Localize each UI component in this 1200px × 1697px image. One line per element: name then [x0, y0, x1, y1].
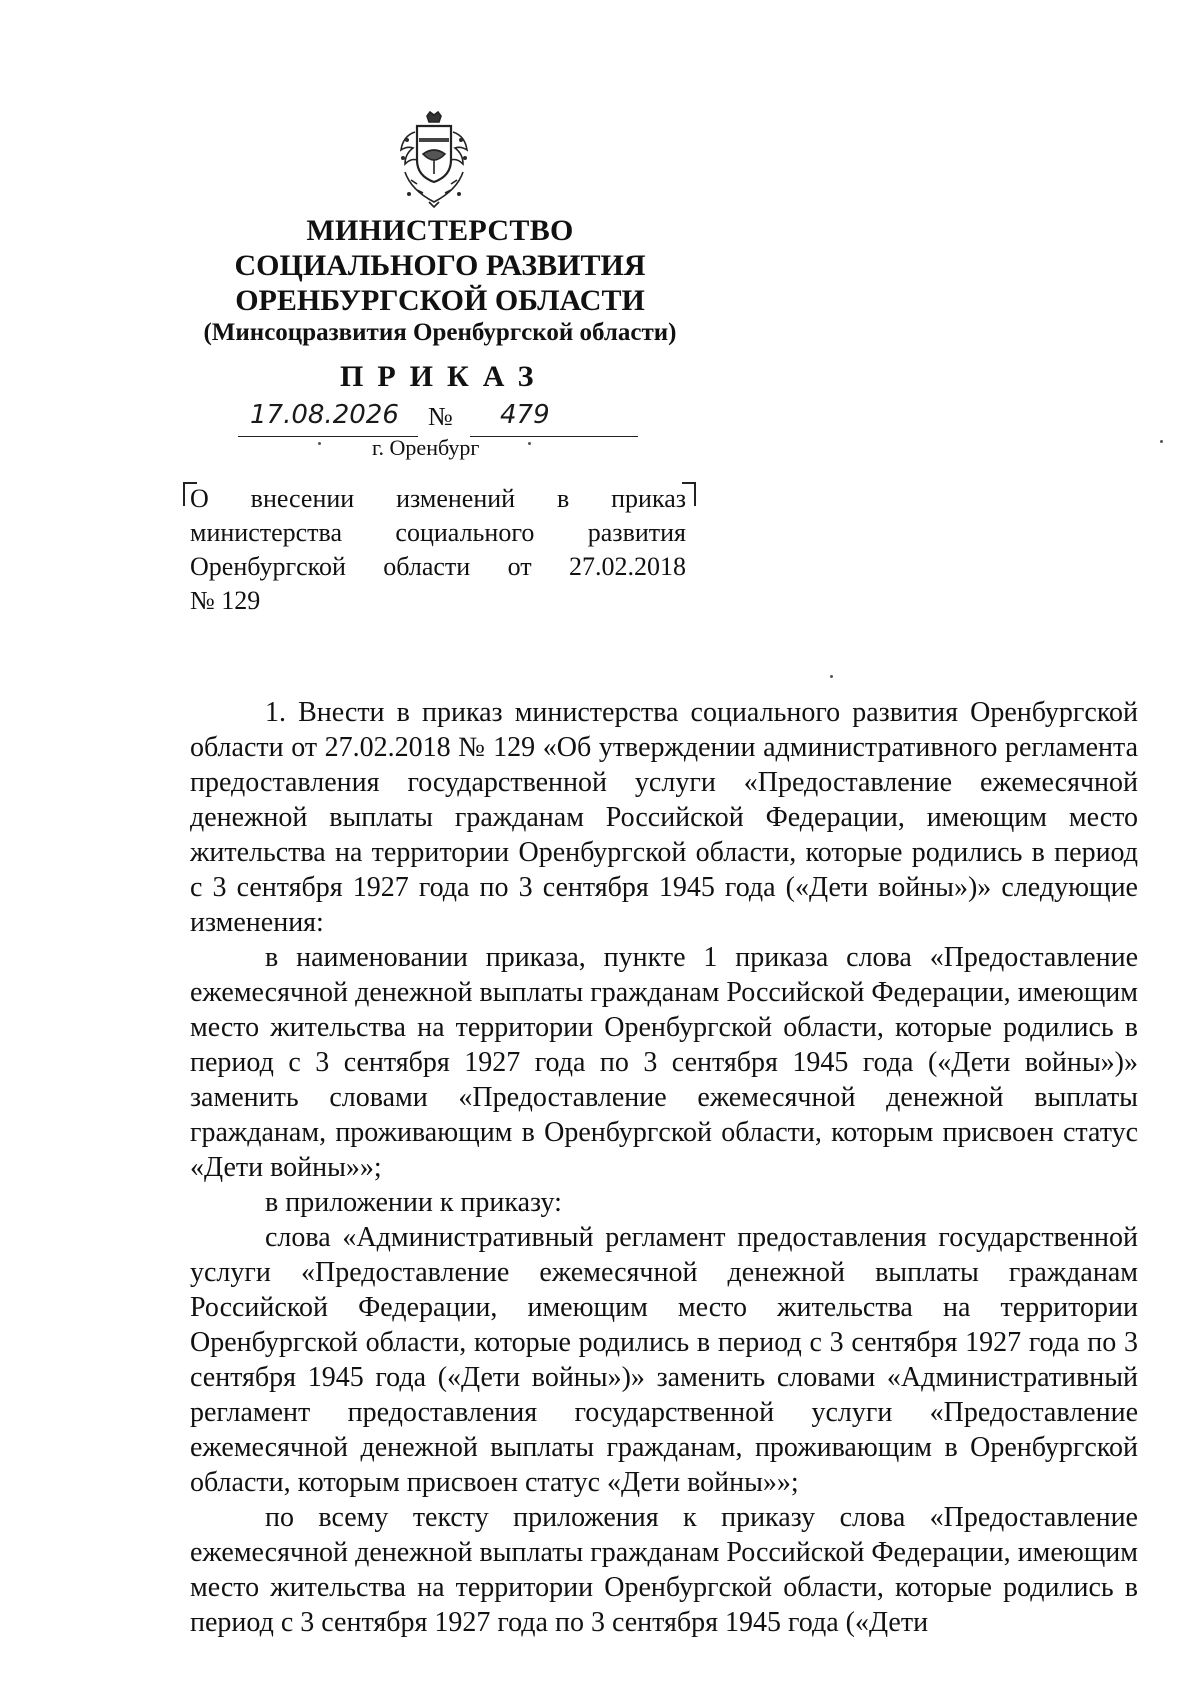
- order-date: 17.08.2026: [250, 400, 399, 430]
- order-number: 479: [500, 400, 550, 430]
- number-sign: №: [428, 402, 453, 431]
- scan-speck: [1160, 440, 1163, 443]
- paragraph: 1. Внести в приказ министерства социального развития Оренбургской области от 27.02.2018 № 129 «Об утверждении административного регламента предоставления государственной услуги «Предоставление ежемесячной денежной выплаты гражданам Российской Федерации, имеющим место жительства на территории Оренбургской области, которые родились в период с 3 сентября 1927 года по 3 сентября 1945 года («Дети войны»)» следующие изменения:: [190, 697, 1138, 938]
- paragraph: слова «Административный регламент предоставления государственной услуги «Предоставление ежемесячной денежной выплаты гражданам Российской Федерации, имеющим место жительства на территории Оренбургской области, которые родились в период с 3 сентября 1927 года по 3 сентября 1945 года («Дети войны»)» заменить словами «Административный регламент предоставления государственной услуги «Предоставление ежемесячной денежной выплаты гражданам, проживающим в Оренбургской области, которым присвоен статус «Дети войны»»;: [190, 1222, 1138, 1498]
- subject-line: Оренбургской области от 27.02.2018: [190, 552, 686, 581]
- ministry-name-line-2: СОЦИАЛЬНОГО РАЗВИТИЯ: [234, 249, 646, 282]
- ministry-name-line-1: МИНИСТЕРСТВО: [306, 214, 574, 247]
- number-underline: [470, 436, 638, 437]
- ministry-short-name: (Минсоцразвития Оренбургской области): [203, 319, 677, 346]
- ministry-name-line-3: ОРЕНБУРГСКОЙ ОБЛАСТИ: [235, 284, 645, 317]
- subject-line: О внесении изменений в приказ: [190, 484, 686, 513]
- coat-of-arms-icon: [393, 110, 475, 210]
- scan-speck: [830, 675, 833, 678]
- order-body: [190, 695, 1138, 1640]
- subject-line: министерства социального развития: [190, 518, 686, 547]
- paragraph: в приложении к приказу:: [265, 1187, 562, 1218]
- paragraph: по всему тексту приложения к приказу слова «Предоставление ежемесячной денежной выплаты гражданам Российской Федерации, имеющим место жительства на территории Оренбургской области, которые родились в период с 3 сентября 1927 года по 3 сентября 1945 года («Дети: [190, 1502, 1138, 1638]
- subject-line: № 129: [190, 586, 261, 615]
- document-type-title: ПРИКАЗ: [340, 360, 548, 393]
- order-subject: [190, 482, 686, 618]
- scan-speck: [318, 442, 321, 445]
- scan-speck: [528, 442, 531, 445]
- paragraph: в наименовании приказа, пункте 1 приказа слова «Предоставление ежемесячной денежной выплаты гражданам Российской Федерации, имеющим место жительства на территории Оренбургской области, которые родились в период с 3 сентября 1927 года по 3 сентября 1945 года («Дети войны»)» заменить словами «Предоставление ежемесячной денежной выплаты гражданам, проживающим в Оренбургской области, которым присвоен статус «Дети войны»»;: [190, 942, 1138, 1183]
- city-label: г. Оренбург: [372, 435, 480, 460]
